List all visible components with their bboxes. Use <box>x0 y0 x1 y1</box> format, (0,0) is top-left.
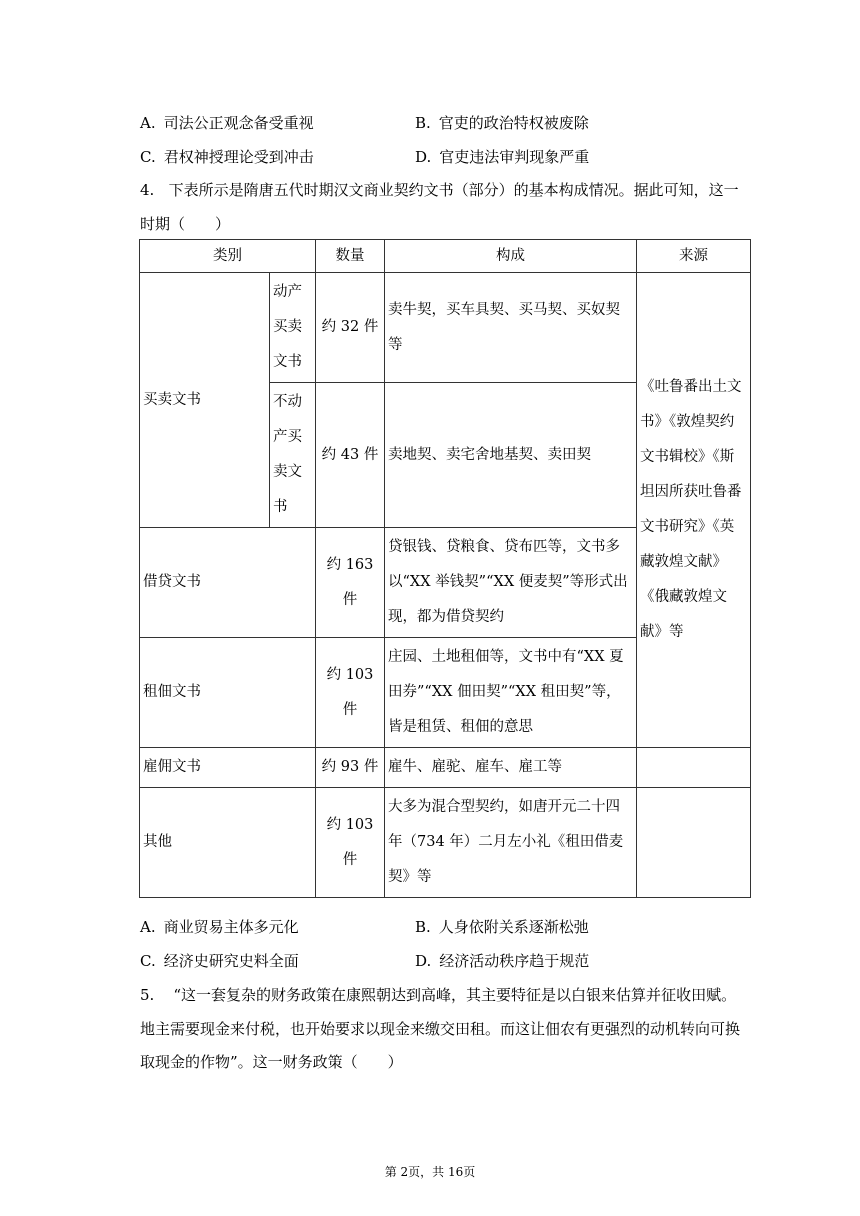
option-letter: C. <box>140 148 156 166</box>
table-header-row <box>140 240 751 273</box>
page-footer: 第 2页，共 16页 <box>384 1165 476 1179</box>
q4-stem-line1 <box>140 179 739 200</box>
q5-line1 <box>140 984 736 1005</box>
q5-line2: 地主需要现金来付税，也开始要求以现金来缴交田租。而这让佃农有更强烈的动机转向可换 <box>140 1020 741 1038</box>
q3-option-d <box>415 146 589 167</box>
option-letter: A. <box>140 918 156 936</box>
question-text: 下表所示是隋唐五代时期汉文商业契约文书（部分）的基本构成情况。据此可知，这一 <box>168 181 739 199</box>
header-count: 数量 <box>316 240 385 273</box>
category-maimai: 买卖文书 <box>140 273 270 528</box>
question-number: 4. <box>140 181 155 199</box>
category-cell: 雇佣文书 <box>140 748 316 788</box>
content-cell: 大多为混合型契约，如唐开元二十四年（734 年）二月左小礼《租田借麦契》等 <box>385 788 637 898</box>
option-text: 官吏的政治特权被废除 <box>438 114 589 132</box>
category-cell: 其他 <box>140 788 316 898</box>
option-text: 君权神授理论受到冲击 <box>163 148 314 166</box>
table-row <box>140 788 751 898</box>
content-cell: 庄园、土地租佃等，文书中有“XX 夏田券”“XX 佃田契”“XX 租田契”等，皆是租赁、租佃的意思 <box>385 638 637 748</box>
category-cell: 借贷文书 <box>140 528 316 638</box>
content-cell: 雇牛、雇驼、雇车、雇工等 <box>385 748 637 788</box>
option-letter: D. <box>415 148 432 166</box>
count-cell: 约 32 件 <box>316 273 385 383</box>
option-letter: B. <box>415 918 431 936</box>
category-cell: 租佃文书 <box>140 638 316 748</box>
table-row <box>140 748 751 788</box>
header-source: 来源 <box>637 240 751 273</box>
count-cell: 约 163 件 <box>316 528 385 638</box>
option-letter: D. <box>415 952 432 970</box>
header-content: 构成 <box>385 240 637 273</box>
count-cell: 约 43 件 <box>316 383 385 528</box>
content-cell: 卖地契、卖宅舍地基契、卖田契 <box>385 383 637 528</box>
question-number: 5. <box>140 986 155 1004</box>
q3-option-a <box>140 112 314 133</box>
content-cell: 卖牛契，买车具契、买马契、买奴契等 <box>385 273 637 383</box>
count-cell: 约 93 件 <box>316 748 385 788</box>
source-cell-empty <box>637 748 751 788</box>
q4-option-b <box>415 916 589 937</box>
source-cell: 《吐鲁番出土文书》《敦煌契约文书辑校》《斯坦因所获吐鲁番文书研究》《英藏敦煌文献》《俄藏敦煌文献》等 <box>637 273 751 748</box>
option-text: 人身依附关系逐渐松弛 <box>438 918 589 936</box>
option-text: 司法公正观念备受重视 <box>163 114 314 132</box>
q5-line3: 取现金的作物”。这一财务政策（ ） <box>140 1053 403 1071</box>
subcategory-cell: 不动产买卖文书 <box>270 383 316 528</box>
q3-option-b <box>415 112 589 133</box>
table-row <box>140 273 751 383</box>
question-text: “这一套复杂的财务政策在康熙朝达到高峰，其主要特征是以白银来估算并征收田赋。 <box>173 986 737 1004</box>
q4-stem-line2: 时期（ ） <box>140 215 231 233</box>
source-cell-empty <box>637 788 751 898</box>
count-cell: 约 103 件 <box>316 788 385 898</box>
option-letter: A. <box>140 114 156 132</box>
option-text: 经济活动秩序趋于规范 <box>439 952 590 970</box>
contract-table <box>139 239 751 898</box>
q4-option-a <box>140 916 299 937</box>
option-text: 官吏违法审判现象严重 <box>439 148 590 166</box>
q4-option-d <box>415 950 589 971</box>
subcategory-cell: 动产买卖文书 <box>270 273 316 383</box>
q4-option-c <box>140 950 299 971</box>
option-text: 商业贸易主体多元化 <box>163 918 299 936</box>
count-cell: 约 103 件 <box>316 638 385 748</box>
content-cell: 贷银钱、贷粮食、贷布匹等，文书多以“XX 举钱契”“XX 便麦契”等形式出现，都为借贷契约 <box>385 528 637 638</box>
option-letter: C. <box>140 952 156 970</box>
option-text: 经济史研究史料全面 <box>163 952 299 970</box>
option-letter: B. <box>415 114 431 132</box>
header-category: 类别 <box>140 240 316 273</box>
q3-option-c <box>140 146 314 167</box>
